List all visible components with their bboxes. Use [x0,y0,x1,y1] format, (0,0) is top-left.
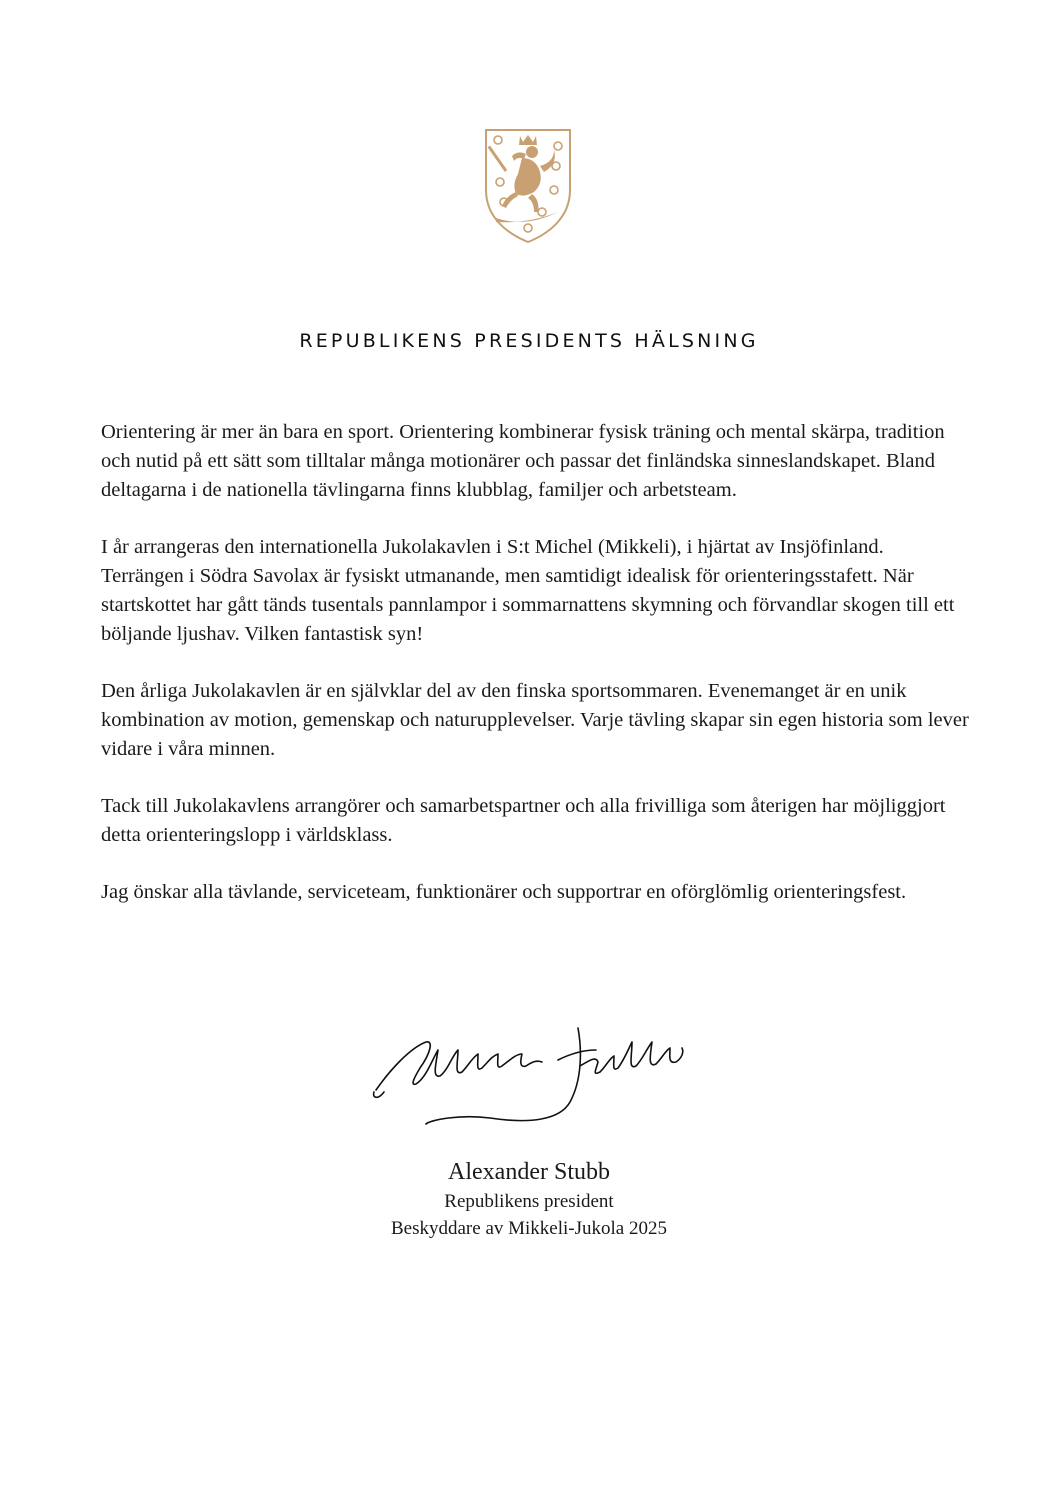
paragraph: Jag önskar alla tävlande, serviceteam, funktionärer och supportrar en oförglömlig orienteringsfest. [101,881,907,903]
letter-heading: REPUBLIKENS PRESIDENTS HÄLSNING [299,330,759,352]
paragraph: Orientering är mer än bara en sport. Orientering kombinerar fysisk träning och mental skärpa, tradition och nutid på ett sätt som tilltalar många motionärer och passar det finländska sinneslandskapet. Bland deltagarna i de nationella tävlingarna finns klubblag, familjer och arbetsteam. [101,421,945,501]
paragraph: Tack till Jukolakavlens arrangörer och samarbetspartner och alla frivilliga som återigen har möjliggjort detta orienteringslopp i världsklass. [101,795,946,846]
paragraph: I år arrangeras den internationella Jukolakavlen i S:t Michel (Mikkeli), i hjärtat av Insjöfinland. Terrängen i Södra Savolax är fysiskt utmanande, men samtidigt idealisk för orienteringsstafett. När startskottet har gått tänds tusentals pannlampor i sommarnattens skymning och förvandlar skogen till ett böljande ljushav. Vilken fantastisk syn! [101,536,955,645]
signer-block [0,1156,1058,1242]
signature-icon [370,1020,700,1130]
signer-title: Republikens president [444,1191,614,1212]
signer-role: Beskyddare av Mikkeli-Jukola 2025 [391,1218,667,1239]
paragraph: Den årliga Jukolakavlen är en självklar del av den finska sportsommaren. Evenemanget är en unik kombination av motion, gemenskap och naturupplevelser. Varje tävling skapar sin egen historia som lever vidare i våra minnen. [101,680,969,760]
coat-of-arms-icon [482,126,574,244]
signer-name: Alexander Stubb [448,1159,610,1185]
letter-body [101,418,971,935]
